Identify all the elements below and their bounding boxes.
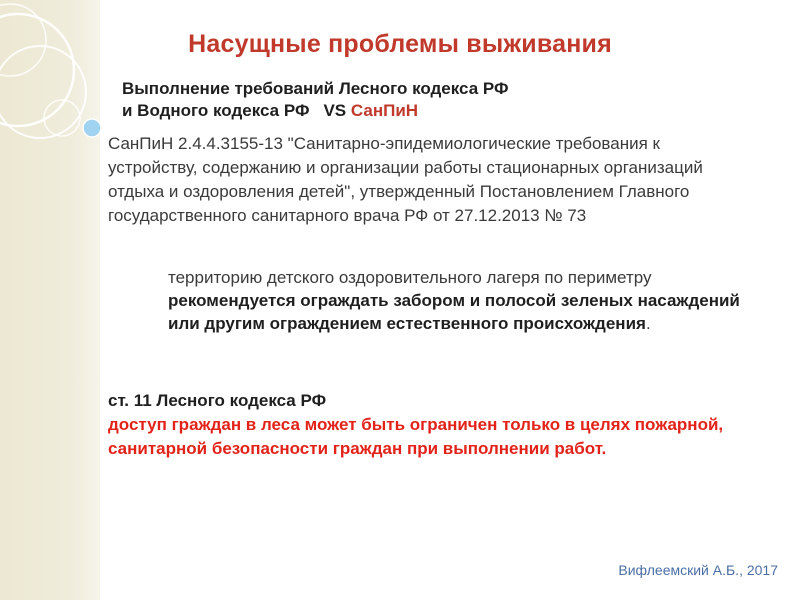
slide-title: Насущные проблемы выживания (188, 30, 612, 58)
subtitle-line1: Выполнение требований Лесного кодекса РФ (122, 79, 509, 98)
lesnoy-body: доступ граждан в леса может быть ограничен только в целях пожарной, санитарной безопасности граждан при выполнении работ. (108, 415, 724, 458)
slide-subtitle (122, 78, 509, 122)
author-credit: Вифлеемский А.Б., 2017 (618, 562, 778, 578)
sanpin-paragraph: СанПиН 2.4.4.3155-13 "Санитарно-эпидемиологические требования к устройству, содержанию и организации работы стационарных организаций отдыха и оздоровления детей", утвержденный Постановлением Главного государственного санитарного врача РФ от 27.12.2013 № 73 (108, 134, 703, 225)
territory-normal: территорию детского оздоровительного лагеря по периметру (168, 268, 652, 287)
subtitle-vs: VS (323, 101, 347, 120)
subtitle-line2-prefix: и Водного кодекса РФ (122, 101, 310, 120)
territory-end: . (645, 314, 651, 333)
territory-bold: рекомендуется ограждать забором и полосой зеленых насаждений или другим ограждением естественного происхождения (168, 291, 740, 333)
subtitle-sanpin: СанПиН (350, 101, 419, 120)
lesnoy-head: ст. 11 Лесного кодекса РФ (108, 391, 327, 410)
lesnoy-kodeks-paragraph (108, 389, 748, 461)
territory-paragraph (168, 266, 768, 335)
subtitle-line2 (122, 100, 509, 122)
